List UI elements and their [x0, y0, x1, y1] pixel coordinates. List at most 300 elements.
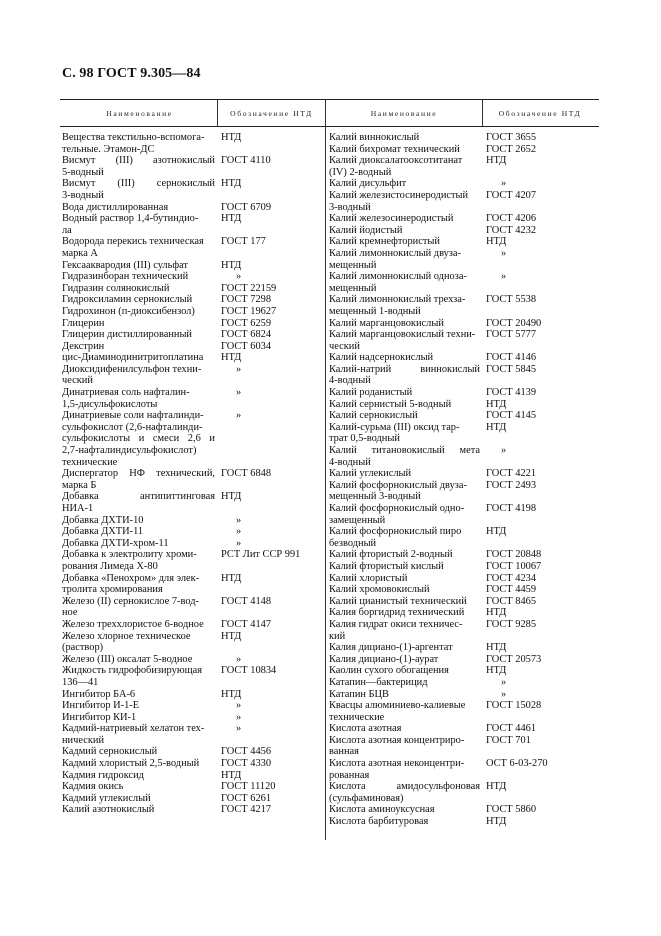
substance-name-line: Калий сернокислый	[329, 410, 418, 422]
substance-name	[62, 260, 218, 272]
table-row	[62, 515, 324, 527]
substance-name	[62, 132, 218, 155]
substance-name	[329, 503, 483, 526]
substance-name-line: Кислота азотная концентриро-	[329, 734, 465, 746]
substance-name-line: Железо (III) оксалат 5-водное	[62, 653, 193, 665]
ntd-code: ГОСТ 2493	[486, 479, 537, 491]
substance-name-line: Калий лимоннокислый одноза-	[329, 271, 467, 283]
substance-name-line: Добавка ДХТИ-хром-11	[62, 537, 169, 549]
ntd-code: НТД	[486, 781, 507, 793]
ntd-code: ГОСТ 177	[221, 236, 266, 248]
substance-name-line: Кадмий углекислый	[62, 792, 151, 804]
substance-name-line: Калий виннокислый	[329, 132, 420, 143]
table-row	[329, 584, 597, 596]
ntd-code: НТД	[221, 769, 242, 781]
substance-name	[329, 735, 483, 758]
table-row	[329, 445, 597, 468]
substance-name-line: Железо хлорное техническое	[62, 630, 191, 642]
ntd-code: НТД	[221, 259, 242, 271]
ntd-code: ГОСТ 9285	[486, 618, 537, 630]
substance-name-line: Глицерин	[62, 317, 105, 329]
table-row	[329, 248, 597, 271]
table-row	[62, 596, 324, 619]
substance-name	[62, 804, 218, 816]
substance-name-line: Гидрохинон (п-диоксибензол)	[62, 305, 195, 317]
substance-name	[62, 364, 218, 387]
substance-name-line: Калий цианистый технический	[329, 595, 467, 607]
substance-name-line: Диспергатор НФ технический,	[62, 468, 215, 480]
ntd-code: ГОСТ 4148	[221, 595, 272, 607]
substance-name	[329, 781, 483, 804]
substance-name-line: Калий железосинеродистый	[329, 213, 454, 225]
table-row	[329, 677, 597, 689]
ntd-code: ГОСТ 4330	[221, 758, 272, 770]
ntd-code: ГОСТ 6034	[221, 340, 272, 352]
substance-name-line: Калий марганцовокислый техни-	[329, 329, 476, 341]
substance-name	[329, 213, 483, 225]
substance-name	[62, 515, 218, 527]
table-row	[62, 410, 324, 468]
substance-name	[62, 352, 218, 364]
substance-name	[329, 584, 483, 596]
table-row	[329, 225, 597, 237]
substance-name-line: Висмут (III) азотнокислый	[62, 155, 215, 167]
ntd-code: ГОСТ 4232	[486, 224, 537, 236]
substance-name-line: Динатриевая соль нафталин-	[62, 387, 190, 399]
substance-name-line: Декстрин	[62, 340, 105, 352]
table-row	[329, 549, 597, 561]
table-row	[329, 619, 597, 642]
ntd-code: НТД	[486, 607, 507, 619]
substance-name	[329, 642, 483, 654]
substance-name-line: Калий железистосинеродистый	[329, 189, 469, 201]
ntd-code: НТД	[221, 132, 242, 143]
ntd-code: ГОСТ 5538	[486, 294, 537, 306]
substance-name	[329, 677, 483, 689]
substance-name	[62, 700, 218, 712]
substance-name-line: (раствор)	[62, 642, 104, 654]
ntd-code: НТД	[221, 178, 242, 190]
substance-name	[329, 318, 483, 330]
substance-name-line: Калий-натрий виннокислый	[329, 363, 480, 375]
table-row	[62, 549, 324, 572]
ntd-code: ГОСТ 4198	[486, 503, 537, 514]
substance-name-line: Гидразин солянокислый	[62, 282, 170, 294]
column-divider-center	[325, 100, 326, 840]
table-row	[62, 758, 324, 770]
substance-name-line: Водный раствор 1,4-бутиндио-	[62, 213, 199, 225]
substance-name-line: Ингибитор БА-6	[62, 688, 136, 700]
substance-name-line: Диоксидифенилсульфон техни-	[62, 363, 202, 375]
page-header: С. 98 ГОСТ 9.305—84	[62, 66, 201, 81]
substance-name-line: Вещества текстильно-вспомога-	[62, 132, 205, 143]
substance-name-line: ванная	[329, 746, 359, 758]
substance-name	[62, 746, 218, 758]
ntd-code: НТД	[486, 398, 507, 410]
table-row	[62, 364, 324, 387]
substance-name	[329, 294, 483, 317]
table-row	[62, 178, 324, 201]
substance-name-line: Кислота азотная неконцентри-	[329, 758, 465, 770]
ntd-code: ГОСТ 2652	[486, 143, 537, 155]
substance-name	[329, 816, 483, 828]
substance-name	[62, 631, 218, 654]
table-row	[329, 178, 597, 190]
table-row	[62, 793, 324, 805]
ntd-code: »	[236, 537, 242, 549]
substance-name-line: Гидразинборан технический	[62, 271, 189, 283]
substance-name-line: ное	[62, 607, 78, 619]
substance-name	[62, 341, 218, 353]
substance-name-line: Калий лимоннокислый двуза-	[329, 247, 461, 259]
substance-name-line: Кислота амидосульфоновая	[329, 781, 480, 793]
ntd-code: НТД	[486, 665, 507, 677]
substance-name	[62, 387, 218, 410]
substance-name	[62, 236, 218, 259]
ntd-code: ГОСТ 5860	[486, 804, 537, 816]
table-row	[329, 468, 597, 480]
table-row	[329, 689, 597, 701]
substance-name	[329, 399, 483, 411]
substance-name-line: Калий фосфорнокислый одно-	[329, 503, 465, 514]
ntd-code: НТД	[486, 421, 507, 433]
ntd-code: »	[236, 526, 242, 538]
substance-name	[62, 329, 218, 341]
substance-name	[329, 480, 483, 503]
table-row	[329, 596, 597, 608]
ntd-code: ГОСТ 5777	[486, 329, 537, 341]
substance-name-line: ческий	[329, 340, 360, 352]
table-row	[62, 155, 324, 178]
substance-name-line: Висмут (III) сернокислый	[62, 178, 215, 190]
substance-name	[62, 793, 218, 805]
ntd-code: НТД	[221, 491, 242, 503]
table-row	[62, 665, 324, 688]
substance-name-line: Ингибитор КИ-1	[62, 711, 137, 723]
ntd-code: ГОСТ 4234	[486, 572, 537, 584]
table-row	[62, 213, 324, 236]
table-row	[329, 236, 597, 248]
table-row	[329, 155, 597, 178]
ntd-code: »	[236, 653, 242, 665]
substance-name-line: Кадмия окись	[62, 781, 124, 793]
substance-name	[329, 178, 483, 190]
substance-name-line: Вода дистиллированная	[62, 201, 169, 213]
ntd-code: НТД	[486, 526, 507, 538]
ntd-code: »	[501, 676, 507, 688]
table-row	[329, 700, 597, 723]
ntd-code: ГОСТ 15028	[486, 700, 542, 712]
substance-name-line: Добавка ДХТИ-11	[62, 526, 144, 538]
table-row	[62, 132, 324, 155]
table-row	[329, 144, 597, 156]
substance-name-line: Калий фосфорнокислый двуза-	[329, 479, 467, 491]
table-row	[62, 700, 324, 712]
substance-name	[62, 178, 218, 201]
substance-name-line: Добавка к электролиту хроми-	[62, 549, 197, 561]
substance-name	[329, 665, 483, 677]
table-row	[62, 306, 324, 318]
substance-name-line: Добавка антипиттинговая	[62, 491, 215, 503]
table-row	[329, 642, 597, 654]
ntd-code: »	[501, 445, 507, 457]
ntd-code: НТД	[221, 688, 242, 700]
substance-name	[329, 190, 483, 213]
table-row	[62, 387, 324, 410]
substance-name	[62, 526, 218, 538]
substance-name-line: Калий марганцовокислый	[329, 317, 444, 329]
ntd-code: »	[236, 271, 242, 283]
table-row	[62, 619, 324, 631]
substance-name	[62, 155, 218, 178]
table-row	[62, 491, 324, 514]
substance-name-line: Кадмия гидроксид	[62, 769, 144, 781]
substance-name-line: Добавка «Пенохром» для элек-	[62, 572, 200, 584]
substance-name	[329, 352, 483, 364]
substance-name-line: Калия боргидрид технический	[329, 607, 465, 619]
substance-name-line: 5-водный	[62, 166, 104, 178]
right-table-column	[329, 132, 597, 828]
ntd-code: ГОСТ 4147	[221, 618, 272, 630]
substance-name-line: Гидроксиламин сернокислый	[62, 294, 193, 306]
ntd-code: ГОСТ 4461	[486, 723, 537, 735]
table-row	[62, 804, 324, 816]
table-row	[329, 816, 597, 828]
table-row	[62, 468, 324, 491]
ntd-code: ГОСТ 4139	[486, 387, 537, 399]
substance-name	[62, 596, 218, 619]
substance-name-line: Кислота аминоуксусная	[329, 804, 435, 816]
table-row	[62, 341, 324, 353]
table-row	[329, 387, 597, 399]
table-row	[329, 271, 597, 294]
ntd-code: ГОСТ 6824	[221, 329, 272, 341]
substance-name	[329, 155, 483, 178]
substance-name-line: 3-водный	[62, 189, 104, 201]
table-row	[62, 712, 324, 724]
substance-name	[62, 549, 218, 572]
substance-name	[62, 619, 218, 631]
table-row	[329, 758, 597, 781]
table-row	[62, 654, 324, 666]
ntd-code: ГОСТ 3655	[486, 132, 537, 143]
table-row	[62, 352, 324, 364]
substance-name	[329, 248, 483, 271]
table-row	[62, 526, 324, 538]
table-row	[62, 770, 324, 782]
substance-name	[62, 573, 218, 596]
substance-name-line: Калий йодистый	[329, 224, 403, 236]
substance-name	[62, 712, 218, 724]
substance-name	[329, 758, 483, 781]
substance-name-line: Калий титановокислый мета	[329, 445, 480, 457]
table-row	[329, 190, 597, 213]
ntd-code: ГОСТ 7298	[221, 294, 272, 306]
substance-name	[329, 132, 483, 144]
substance-name-line: Ингибитор И-1-Е	[62, 700, 140, 712]
substance-name-line: Калий фтористый кислый	[329, 560, 444, 572]
substance-name	[329, 596, 483, 608]
left-code-column-header: Обозначение НТД	[230, 108, 313, 118]
substance-name-line: Кадмий сернокислый	[62, 746, 158, 758]
ntd-code: НТД	[486, 816, 507, 828]
table-row	[329, 804, 597, 816]
ntd-code: ГОСТ 6261	[221, 792, 272, 804]
substance-name-line: безводный	[329, 537, 377, 549]
substance-name-line: Калий хлористый	[329, 572, 408, 584]
substance-name-line: 4-водный	[329, 375, 371, 387]
substance-name-line: Калий азотнокислый	[62, 804, 155, 816]
substance-name-line: Калий фтористый 2-водный	[329, 549, 453, 561]
left-table-column	[62, 132, 324, 816]
substance-name-line: мещенный	[329, 282, 377, 294]
substance-name	[62, 538, 218, 550]
substance-name	[62, 758, 218, 770]
table-row	[62, 283, 324, 295]
table-row	[329, 781, 597, 804]
table-row	[62, 236, 324, 259]
substance-name	[62, 491, 218, 514]
substance-name-line: Калий лимоннокислый трехза-	[329, 294, 466, 306]
substance-name-line: 2,7-нафталиндисульфокислот)	[62, 445, 197, 457]
ntd-code: »	[236, 723, 242, 735]
substance-name-line: Калий сернистый 5-водный	[329, 398, 452, 410]
table-row	[62, 294, 324, 306]
ntd-code: НТД	[486, 155, 507, 167]
table-row	[62, 318, 324, 330]
ntd-code: ОСТ 6-03-270	[486, 758, 548, 770]
table-row	[62, 271, 324, 283]
substance-name-line: трат 0,5-водный	[329, 433, 400, 445]
table-row	[329, 294, 597, 317]
substance-name	[329, 526, 483, 549]
ntd-code: ГОСТ 4221	[486, 468, 537, 480]
table-row	[62, 781, 324, 793]
ntd-code: ГОСТ 4456	[221, 746, 272, 758]
substance-name-line: ческий	[62, 375, 93, 387]
ntd-code: »	[501, 271, 507, 283]
ntd-code: ГОСТ 4110	[221, 155, 271, 167]
substance-name-line: ла	[62, 224, 72, 236]
table-row	[329, 422, 597, 445]
ntd-code: НТД	[221, 352, 242, 364]
table-row	[329, 561, 597, 573]
table-row	[62, 723, 324, 746]
left-name-column-header: Наименование	[106, 108, 173, 118]
substance-name-line: сульфокислоты и смеси 2,6 и	[62, 433, 215, 445]
substance-name	[329, 422, 483, 445]
table-row	[329, 723, 597, 735]
substance-name-line: марка А	[62, 247, 98, 259]
substance-name-line: Калий хромовокислый	[329, 584, 430, 596]
substance-name-line: Кадмий хлористый 2,5-водный	[62, 758, 200, 770]
ntd-code: »	[236, 387, 242, 399]
substance-name	[329, 689, 483, 701]
substance-name-line: цис-Диаминодинитритоплатина	[62, 352, 204, 364]
table-row	[62, 538, 324, 550]
substance-name	[329, 654, 483, 666]
substance-name-line: Калия дициано-(1)-аргентат	[329, 642, 453, 654]
substance-name-line: Калий диоксалатооксотитанат	[329, 155, 463, 167]
substance-name-line: НИА-1	[62, 503, 94, 514]
substance-name	[62, 283, 218, 295]
substance-name	[329, 573, 483, 585]
ntd-code: »	[501, 178, 507, 190]
ntd-code: ГОСТ 19627	[221, 305, 277, 317]
table-header-rule	[60, 126, 599, 127]
right-code-column-header: Обозначение НТД	[498, 108, 582, 118]
table-row	[329, 526, 597, 549]
table-row	[62, 260, 324, 272]
substance-name-line: Калия дициано-(1)-аурат	[329, 653, 439, 665]
substance-name-line: Гексааквародия (III) сульфат	[62, 259, 188, 271]
ntd-code: »	[236, 711, 242, 723]
ntd-code: ГОСТ 20490	[486, 317, 542, 329]
substance-name	[62, 654, 218, 666]
substance-name-line: Калий фосфорнокислый пиро	[329, 526, 462, 538]
ntd-code: ГОСТ 4217	[221, 804, 272, 816]
ntd-code: »	[236, 410, 242, 422]
table-row	[329, 573, 597, 585]
substance-name-line: Катапин БЦВ	[329, 688, 389, 700]
substance-name	[62, 665, 218, 688]
substance-name-line: тельные. Этамон-ДС	[62, 143, 155, 155]
substance-name-line: Квасцы алюминиево-калиевые	[329, 700, 466, 712]
substance-name	[329, 329, 483, 352]
table-row	[329, 665, 597, 677]
table-row	[329, 654, 597, 666]
ntd-code: РСТ Лит ССР 991	[221, 549, 301, 561]
substance-name	[62, 294, 218, 306]
substance-name	[62, 318, 218, 330]
table-row	[329, 329, 597, 352]
ntd-code: »	[236, 700, 242, 712]
table-row	[329, 607, 597, 619]
substance-name-line: замещенный	[329, 514, 386, 526]
table-row	[329, 318, 597, 330]
substance-name	[62, 271, 218, 283]
ntd-code: ГОСТ 5845	[486, 363, 537, 375]
substance-name-line: Калий-сурьма (III) оксид тар-	[329, 421, 460, 433]
substance-name-line: рованная	[329, 769, 370, 781]
table-row	[329, 352, 597, 364]
substance-name	[329, 445, 483, 468]
substance-name-line: Каолин сухого обогащения	[329, 665, 449, 677]
substance-name-line: Железо (II) сернокислое 7-вод-	[62, 595, 199, 607]
substance-name	[329, 387, 483, 399]
substance-name-line: Калий углекислый	[329, 468, 412, 480]
substance-name-line: Катапин—бактерицид	[329, 676, 428, 688]
substance-name-line: марка Б	[62, 479, 97, 491]
ntd-code: ГОСТ 4146	[486, 352, 537, 364]
substance-name-line: мещенный	[329, 259, 377, 271]
substance-name-line: Калий роданистый	[329, 387, 413, 399]
ntd-code: ГОСТ 10834	[221, 665, 277, 677]
substance-name-line: Калий бихромат технический	[329, 143, 460, 155]
substance-name-line: Кислота азотная	[329, 723, 402, 735]
substance-name	[62, 723, 218, 746]
substance-name-line: мещенный 3-водный	[329, 491, 421, 503]
substance-name	[329, 364, 483, 387]
substance-name-line: технические	[329, 711, 385, 723]
substance-name-line: мещенный 1-водный	[329, 305, 421, 317]
ntd-code: ГОСТ 20573	[486, 653, 542, 665]
substance-name-line: Железо треххлористое 6-водное	[62, 618, 204, 630]
substance-name-line: Жидкость гидрофобизирующая	[62, 665, 202, 677]
substance-name	[329, 561, 483, 573]
substance-name-line: 4-водный	[329, 456, 371, 468]
substance-name-line: Глицерин дистиллированный	[62, 329, 192, 341]
